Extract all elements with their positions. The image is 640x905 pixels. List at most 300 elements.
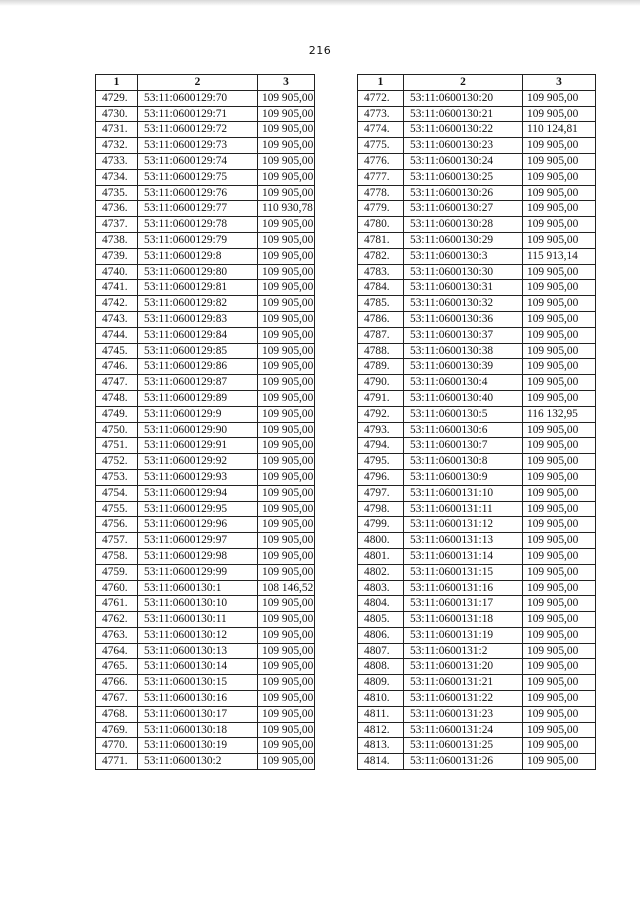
table-row bbox=[358, 517, 596, 533]
cell-cadastral-number: 53:11:0600131:25 bbox=[404, 738, 523, 754]
cell-cadastral-number: 53:11:0600130:15 bbox=[138, 675, 258, 691]
cell-cadastral-number: 53:11:0600131:23 bbox=[404, 706, 523, 722]
cell-cadastral-value: 109 905,00 bbox=[523, 311, 596, 327]
table-row bbox=[96, 106, 315, 122]
cell-cadastral-value: 109 905,00 bbox=[523, 327, 596, 343]
cell-cadastral-value: 109 905,00 bbox=[523, 217, 596, 233]
cell-cadastral-number: 53:11:0600130:1 bbox=[138, 580, 258, 596]
cell-cadastral-value: 109 905,00 bbox=[258, 406, 315, 422]
cell-cadastral-value: 109 905,00 bbox=[258, 311, 315, 327]
cell-row-number: 4813. bbox=[358, 738, 404, 754]
cell-cadastral-number: 53:11:0600130:40 bbox=[404, 390, 523, 406]
cell-row-number: 4745. bbox=[96, 343, 138, 359]
cell-row-number: 4792. bbox=[358, 406, 404, 422]
cell-cadastral-value: 109 905,00 bbox=[523, 280, 596, 296]
cell-cadastral-number: 53:11:0600129:86 bbox=[138, 359, 258, 375]
table-row bbox=[358, 106, 596, 122]
cell-cadastral-value: 109 905,00 bbox=[258, 422, 315, 438]
cell-cadastral-number: 53:11:0600131:14 bbox=[404, 548, 523, 564]
cell-cadastral-number: 53:11:0600130:27 bbox=[404, 201, 523, 217]
cell-cadastral-value: 109 905,00 bbox=[523, 627, 596, 643]
cell-cadastral-number: 53:11:0600131:17 bbox=[404, 596, 523, 612]
cell-row-number: 4798. bbox=[358, 501, 404, 517]
column-header-value: 3 bbox=[523, 75, 596, 91]
cell-row-number: 4752. bbox=[96, 454, 138, 470]
table-row bbox=[358, 533, 596, 549]
cell-cadastral-value: 109 905,00 bbox=[523, 485, 596, 501]
cell-cadastral-value: 109 905,00 bbox=[523, 106, 596, 122]
cell-cadastral-number: 53:11:0600130:29 bbox=[404, 232, 523, 248]
cell-cadastral-number: 53:11:0600129:93 bbox=[138, 469, 258, 485]
cell-cadastral-number: 53:11:0600131:20 bbox=[404, 659, 523, 675]
cell-row-number: 4759. bbox=[96, 564, 138, 580]
table-row bbox=[96, 122, 315, 138]
cell-row-number: 4765. bbox=[96, 659, 138, 675]
table-row bbox=[96, 138, 315, 154]
table-row bbox=[358, 359, 596, 375]
table-row bbox=[358, 280, 596, 296]
table-row bbox=[358, 501, 596, 517]
table-header-row bbox=[96, 75, 315, 91]
cell-cadastral-number: 53:11:0600130:9 bbox=[404, 469, 523, 485]
cell-cadastral-number: 53:11:0600131:22 bbox=[404, 691, 523, 707]
cell-cadastral-number: 53:11:0600130:26 bbox=[404, 185, 523, 201]
table-row bbox=[358, 422, 596, 438]
cell-cadastral-value: 109 905,00 bbox=[523, 643, 596, 659]
table-row bbox=[358, 580, 596, 596]
cell-cadastral-value: 109 905,00 bbox=[258, 738, 315, 754]
cell-row-number: 4756. bbox=[96, 517, 138, 533]
cell-row-number: 4738. bbox=[96, 232, 138, 248]
table-row bbox=[96, 185, 315, 201]
cell-cadastral-number: 53:11:0600130:38 bbox=[404, 343, 523, 359]
table-row bbox=[96, 153, 315, 169]
cell-row-number: 4793. bbox=[358, 422, 404, 438]
cell-cadastral-value: 109 905,00 bbox=[258, 659, 315, 675]
table-row bbox=[96, 659, 315, 675]
cell-cadastral-number: 53:11:0600131:21 bbox=[404, 675, 523, 691]
cell-cadastral-number: 53:11:0600130:18 bbox=[138, 722, 258, 738]
cell-cadastral-value: 109 905,00 bbox=[523, 343, 596, 359]
table-row bbox=[96, 454, 315, 470]
cell-row-number: 4790. bbox=[358, 375, 404, 391]
table-row bbox=[358, 248, 596, 264]
table-row bbox=[358, 390, 596, 406]
cell-cadastral-value: 109 905,00 bbox=[523, 296, 596, 312]
column-header-cadastral-number: 2 bbox=[404, 75, 523, 91]
cell-cadastral-value: 109 905,00 bbox=[258, 343, 315, 359]
cell-cadastral-value: 108 146,52 bbox=[258, 580, 315, 596]
cell-cadastral-number: 53:11:0600131:13 bbox=[404, 533, 523, 549]
cell-cadastral-value: 109 905,00 bbox=[258, 754, 315, 770]
table-row bbox=[96, 359, 315, 375]
cell-cadastral-number: 53:11:0600131:19 bbox=[404, 627, 523, 643]
cell-cadastral-number: 53:11:0600129:71 bbox=[138, 106, 258, 122]
table-row bbox=[358, 485, 596, 501]
cell-cadastral-number: 53:11:0600129:76 bbox=[138, 185, 258, 201]
cell-cadastral-value: 109 905,00 bbox=[523, 469, 596, 485]
cell-cadastral-number: 53:11:0600130:30 bbox=[404, 264, 523, 280]
cell-cadastral-number: 53:11:0600131:11 bbox=[404, 501, 523, 517]
table-row bbox=[96, 533, 315, 549]
table-row bbox=[96, 612, 315, 628]
cell-cadastral-value: 109 905,00 bbox=[258, 296, 315, 312]
cell-row-number: 4788. bbox=[358, 343, 404, 359]
cell-row-number: 4802. bbox=[358, 564, 404, 580]
cell-cadastral-value: 109 905,00 bbox=[258, 722, 315, 738]
cell-cadastral-value: 109 905,00 bbox=[523, 422, 596, 438]
cell-cadastral-number: 53:11:0600129:74 bbox=[138, 153, 258, 169]
table-row bbox=[96, 501, 315, 517]
cell-row-number: 4770. bbox=[96, 738, 138, 754]
cell-cadastral-number: 53:11:0600130:11 bbox=[138, 612, 258, 628]
table-row bbox=[358, 406, 596, 422]
cell-cadastral-value: 109 905,00 bbox=[523, 185, 596, 201]
cell-cadastral-number: 53:11:0600130:5 bbox=[404, 406, 523, 422]
cell-cadastral-value: 109 905,00 bbox=[258, 106, 315, 122]
cell-row-number: 4737. bbox=[96, 217, 138, 233]
column-header-cadastral-number: 2 bbox=[138, 75, 258, 91]
cell-cadastral-value: 109 905,00 bbox=[523, 548, 596, 564]
cell-row-number: 4779. bbox=[358, 201, 404, 217]
cell-row-number: 4733. bbox=[96, 153, 138, 169]
table-row bbox=[358, 169, 596, 185]
cell-cadastral-number: 53:11:0600129:78 bbox=[138, 217, 258, 233]
table-row bbox=[358, 375, 596, 391]
cell-row-number: 4773. bbox=[358, 106, 404, 122]
cell-row-number: 4803. bbox=[358, 580, 404, 596]
cell-cadastral-value: 109 905,00 bbox=[523, 612, 596, 628]
cell-cadastral-value: 109 905,00 bbox=[523, 153, 596, 169]
table-row bbox=[358, 675, 596, 691]
cell-cadastral-value: 109 905,00 bbox=[523, 738, 596, 754]
cell-cadastral-number: 53:11:0600129:70 bbox=[138, 90, 258, 106]
cell-cadastral-value: 109 905,00 bbox=[523, 706, 596, 722]
cell-row-number: 4800. bbox=[358, 533, 404, 549]
cell-cadastral-number: 53:11:0600129:80 bbox=[138, 264, 258, 280]
cell-cadastral-number: 53:11:0600130:36 bbox=[404, 311, 523, 327]
cell-cadastral-number: 53:11:0600130:20 bbox=[404, 90, 523, 106]
cell-cadastral-number: 53:11:0600130:25 bbox=[404, 169, 523, 185]
table-row bbox=[96, 438, 315, 454]
cell-row-number: 4796. bbox=[358, 469, 404, 485]
cell-row-number: 4758. bbox=[96, 548, 138, 564]
cell-cadastral-value: 109 905,00 bbox=[523, 90, 596, 106]
cell-cadastral-number: 53:11:0600129:98 bbox=[138, 548, 258, 564]
cell-row-number: 4783. bbox=[358, 264, 404, 280]
cell-cadastral-value: 109 905,00 bbox=[523, 691, 596, 707]
cell-cadastral-value: 109 905,00 bbox=[523, 659, 596, 675]
cell-row-number: 4808. bbox=[358, 659, 404, 675]
table-row bbox=[358, 153, 596, 169]
cell-cadastral-value: 110 124,81 bbox=[523, 122, 596, 138]
cadastral-table-right bbox=[357, 74, 596, 770]
table-row bbox=[96, 485, 315, 501]
cell-row-number: 4804. bbox=[358, 596, 404, 612]
cell-row-number: 4764. bbox=[96, 643, 138, 659]
cell-cadastral-value: 109 905,00 bbox=[258, 280, 315, 296]
table-row bbox=[96, 232, 315, 248]
cell-cadastral-value: 109 905,00 bbox=[258, 469, 315, 485]
table-row bbox=[358, 296, 596, 312]
table-row bbox=[358, 454, 596, 470]
table-row bbox=[96, 564, 315, 580]
cell-cadastral-value: 109 905,00 bbox=[258, 485, 315, 501]
column-header-value: 3 bbox=[258, 75, 315, 91]
cell-row-number: 4735. bbox=[96, 185, 138, 201]
cell-row-number: 4766. bbox=[96, 675, 138, 691]
cell-row-number: 4810. bbox=[358, 691, 404, 707]
table-row bbox=[96, 738, 315, 754]
table-row bbox=[358, 138, 596, 154]
cell-row-number: 4801. bbox=[358, 548, 404, 564]
cell-row-number: 4795. bbox=[358, 454, 404, 470]
table-row bbox=[96, 90, 315, 106]
cell-row-number: 4776. bbox=[358, 153, 404, 169]
cell-cadastral-value: 109 905,00 bbox=[523, 390, 596, 406]
table-row bbox=[96, 280, 315, 296]
table-row bbox=[358, 217, 596, 233]
cell-cadastral-number: 53:11:0600130:31 bbox=[404, 280, 523, 296]
cell-row-number: 4763. bbox=[96, 627, 138, 643]
cell-cadastral-number: 53:11:0600129:77 bbox=[138, 201, 258, 217]
cell-row-number: 4754. bbox=[96, 485, 138, 501]
table-row bbox=[358, 706, 596, 722]
cell-cadastral-number: 53:11:0600130:2 bbox=[138, 754, 258, 770]
cell-row-number: 4807. bbox=[358, 643, 404, 659]
cell-cadastral-value: 109 905,00 bbox=[523, 754, 596, 770]
table-row bbox=[358, 738, 596, 754]
cell-cadastral-value: 109 905,00 bbox=[258, 169, 315, 185]
cell-cadastral-value: 109 905,00 bbox=[523, 501, 596, 517]
cell-cadastral-number: 53:11:0600130:14 bbox=[138, 659, 258, 675]
table-row bbox=[96, 327, 315, 343]
table-row bbox=[358, 659, 596, 675]
table-row bbox=[96, 517, 315, 533]
cell-cadastral-number: 53:11:0600129:99 bbox=[138, 564, 258, 580]
cell-row-number: 4741. bbox=[96, 280, 138, 296]
table-row bbox=[96, 296, 315, 312]
cell-cadastral-value: 109 905,00 bbox=[258, 217, 315, 233]
cell-row-number: 4778. bbox=[358, 185, 404, 201]
table-row bbox=[358, 564, 596, 580]
cell-cadastral-value: 109 905,00 bbox=[258, 122, 315, 138]
cell-row-number: 4769. bbox=[96, 722, 138, 738]
cell-cadastral-value: 109 905,00 bbox=[523, 169, 596, 185]
cell-cadastral-number: 53:11:0600129:81 bbox=[138, 280, 258, 296]
cell-cadastral-number: 53:11:0600130:21 bbox=[404, 106, 523, 122]
cell-row-number: 4812. bbox=[358, 722, 404, 738]
cell-row-number: 4743. bbox=[96, 311, 138, 327]
cell-cadastral-value: 109 905,00 bbox=[258, 691, 315, 707]
cell-cadastral-value: 109 905,00 bbox=[258, 248, 315, 264]
cell-cadastral-number: 53:11:0600130:37 bbox=[404, 327, 523, 343]
cell-cadastral-number: 53:11:0600130:19 bbox=[138, 738, 258, 754]
cell-cadastral-number: 53:11:0600129:82 bbox=[138, 296, 258, 312]
table-row bbox=[358, 754, 596, 770]
cell-cadastral-number: 53:11:0600131:26 bbox=[404, 754, 523, 770]
cell-cadastral-value: 109 905,00 bbox=[523, 264, 596, 280]
cell-row-number: 4767. bbox=[96, 691, 138, 707]
table-row bbox=[96, 643, 315, 659]
cell-row-number: 4799. bbox=[358, 517, 404, 533]
table-row bbox=[96, 691, 315, 707]
cell-row-number: 4784. bbox=[358, 280, 404, 296]
cell-row-number: 4787. bbox=[358, 327, 404, 343]
cell-row-number: 4739. bbox=[96, 248, 138, 264]
table-row bbox=[96, 627, 315, 643]
cell-cadastral-value: 109 905,00 bbox=[258, 706, 315, 722]
table-row bbox=[358, 311, 596, 327]
table-row bbox=[358, 722, 596, 738]
cell-row-number: 4786. bbox=[358, 311, 404, 327]
cell-cadastral-value: 109 905,00 bbox=[258, 153, 315, 169]
cell-cadastral-value: 109 905,00 bbox=[523, 232, 596, 248]
table-row bbox=[96, 311, 315, 327]
cell-cadastral-number: 53:11:0600129:75 bbox=[138, 169, 258, 185]
cell-cadastral-number: 53:11:0600130:16 bbox=[138, 691, 258, 707]
cell-cadastral-value: 109 905,00 bbox=[523, 675, 596, 691]
cell-cadastral-number: 53:11:0600129:89 bbox=[138, 390, 258, 406]
cell-cadastral-number: 53:11:0600130:24 bbox=[404, 153, 523, 169]
cell-cadastral-value: 109 905,00 bbox=[258, 232, 315, 248]
cell-row-number: 4742. bbox=[96, 296, 138, 312]
cell-cadastral-number: 53:11:0600130:3 bbox=[404, 248, 523, 264]
cell-row-number: 4785. bbox=[358, 296, 404, 312]
cell-cadastral-value: 110 930,78 bbox=[258, 201, 315, 217]
table-row bbox=[96, 596, 315, 612]
cell-cadastral-number: 53:11:0600130:7 bbox=[404, 438, 523, 454]
cell-row-number: 4805. bbox=[358, 612, 404, 628]
cell-row-number: 4782. bbox=[358, 248, 404, 264]
cell-cadastral-number: 53:11:0600129:95 bbox=[138, 501, 258, 517]
cell-row-number: 4781. bbox=[358, 232, 404, 248]
cell-cadastral-number: 53:11:0600129:96 bbox=[138, 517, 258, 533]
cell-row-number: 4749. bbox=[96, 406, 138, 422]
cell-row-number: 4797. bbox=[358, 485, 404, 501]
scan-edge-shadow bbox=[0, 0, 640, 6]
table-row bbox=[358, 627, 596, 643]
cell-cadastral-number: 53:11:0600130:13 bbox=[138, 643, 258, 659]
cell-row-number: 4762. bbox=[96, 612, 138, 628]
cell-row-number: 4730. bbox=[96, 106, 138, 122]
cell-cadastral-value: 109 905,00 bbox=[258, 533, 315, 549]
table-row bbox=[96, 706, 315, 722]
cell-cadastral-number: 53:11:0600131:10 bbox=[404, 485, 523, 501]
cell-cadastral-value: 109 905,00 bbox=[523, 438, 596, 454]
cell-cadastral-value: 109 905,00 bbox=[523, 359, 596, 375]
cell-row-number: 4780. bbox=[358, 217, 404, 233]
cell-cadastral-value: 109 905,00 bbox=[523, 375, 596, 391]
cell-row-number: 4744. bbox=[96, 327, 138, 343]
column-header-number: 1 bbox=[358, 75, 404, 91]
cell-cadastral-number: 53:11:0600131:12 bbox=[404, 517, 523, 533]
cell-row-number: 4806. bbox=[358, 627, 404, 643]
cell-cadastral-value: 109 905,00 bbox=[523, 596, 596, 612]
cell-cadastral-value: 109 905,00 bbox=[258, 359, 315, 375]
cell-cadastral-value: 109 905,00 bbox=[258, 138, 315, 154]
cell-row-number: 4736. bbox=[96, 201, 138, 217]
cell-cadastral-value: 115 913,14 bbox=[523, 248, 596, 264]
table-row bbox=[96, 580, 315, 596]
cell-cadastral-number: 53:11:0600130:28 bbox=[404, 217, 523, 233]
table-row bbox=[358, 90, 596, 106]
page-number: 216 bbox=[308, 44, 332, 57]
cell-cadastral-value: 109 905,00 bbox=[258, 564, 315, 580]
cell-cadastral-value: 109 905,00 bbox=[258, 675, 315, 691]
cell-cadastral-number: 53:11:0600129:90 bbox=[138, 422, 258, 438]
cell-cadastral-value: 109 905,00 bbox=[258, 596, 315, 612]
cell-cadastral-number: 53:11:0600130:10 bbox=[138, 596, 258, 612]
table-row bbox=[96, 201, 315, 217]
table-row bbox=[358, 612, 596, 628]
cell-cadastral-value: 109 905,00 bbox=[258, 185, 315, 201]
cell-cadastral-number: 53:11:0600130:23 bbox=[404, 138, 523, 154]
table-row bbox=[358, 232, 596, 248]
cell-row-number: 4734. bbox=[96, 169, 138, 185]
cell-cadastral-value: 109 905,00 bbox=[258, 390, 315, 406]
cell-row-number: 4732. bbox=[96, 138, 138, 154]
cell-cadastral-value: 109 905,00 bbox=[523, 454, 596, 470]
cell-cadastral-number: 53:11:0600129:92 bbox=[138, 454, 258, 470]
cell-cadastral-number: 53:11:0600129:8 bbox=[138, 248, 258, 264]
cell-row-number: 4757. bbox=[96, 533, 138, 549]
cell-row-number: 4750. bbox=[96, 422, 138, 438]
cell-cadastral-value: 109 905,00 bbox=[258, 327, 315, 343]
cell-cadastral-value: 109 905,00 bbox=[523, 722, 596, 738]
cell-row-number: 4731. bbox=[96, 122, 138, 138]
table-row bbox=[96, 248, 315, 264]
cell-row-number: 4774. bbox=[358, 122, 404, 138]
table-row bbox=[96, 169, 315, 185]
table-header-row bbox=[358, 75, 596, 91]
cell-cadastral-number: 53:11:0600131:15 bbox=[404, 564, 523, 580]
cell-cadastral-value: 109 905,00 bbox=[258, 438, 315, 454]
cell-row-number: 4772. bbox=[358, 90, 404, 106]
cell-row-number: 4760. bbox=[96, 580, 138, 596]
table-row bbox=[358, 469, 596, 485]
cell-cadastral-value: 109 905,00 bbox=[523, 201, 596, 217]
cell-row-number: 4740. bbox=[96, 264, 138, 280]
cell-cadastral-value: 109 905,00 bbox=[523, 533, 596, 549]
cell-cadastral-value: 109 905,00 bbox=[258, 643, 315, 659]
cell-cadastral-number: 53:11:0600129:94 bbox=[138, 485, 258, 501]
cell-cadastral-number: 53:11:0600129:9 bbox=[138, 406, 258, 422]
cell-row-number: 4761. bbox=[96, 596, 138, 612]
column-header-number: 1 bbox=[96, 75, 138, 91]
cell-row-number: 4753. bbox=[96, 469, 138, 485]
cell-row-number: 4771. bbox=[96, 754, 138, 770]
cell-row-number: 4809. bbox=[358, 675, 404, 691]
cell-row-number: 4794. bbox=[358, 438, 404, 454]
cell-cadastral-value: 109 905,00 bbox=[258, 264, 315, 280]
cadastral-table-left bbox=[95, 74, 315, 770]
table-row bbox=[358, 264, 596, 280]
cell-cadastral-value: 109 905,00 bbox=[258, 375, 315, 391]
cell-cadastral-number: 53:11:0600129:87 bbox=[138, 375, 258, 391]
table-row bbox=[96, 217, 315, 233]
table-row bbox=[96, 754, 315, 770]
table-row bbox=[358, 122, 596, 138]
table-row bbox=[96, 375, 315, 391]
cell-row-number: 4811. bbox=[358, 706, 404, 722]
cell-cadastral-value: 109 905,00 bbox=[258, 90, 315, 106]
table-row bbox=[96, 390, 315, 406]
cell-cadastral-number: 53:11:0600130:4 bbox=[404, 375, 523, 391]
table-row bbox=[96, 343, 315, 359]
cell-cadastral-number: 53:11:0600130:17 bbox=[138, 706, 258, 722]
cell-cadastral-value: 109 905,00 bbox=[258, 548, 315, 564]
